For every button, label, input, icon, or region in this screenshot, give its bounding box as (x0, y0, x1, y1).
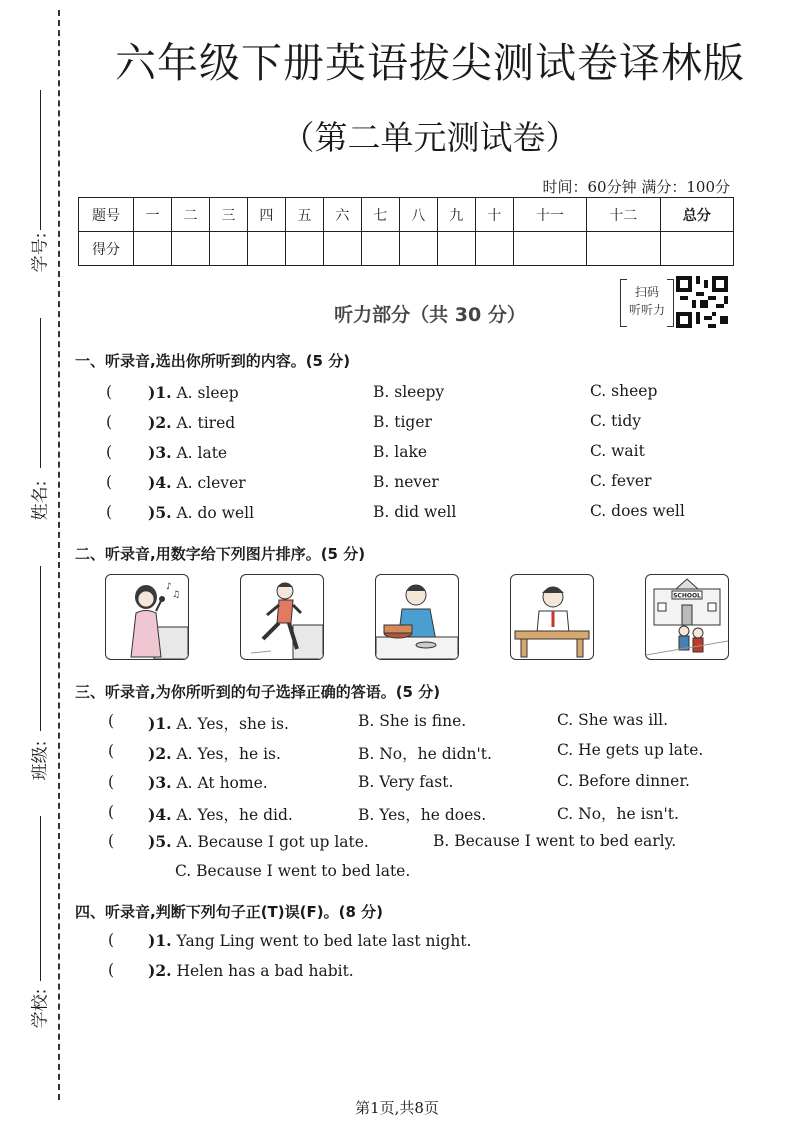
answer-paren[interactable]: ( (108, 773, 115, 791)
row-label-question: 题号 (79, 198, 134, 232)
student-number-label: 学号: (30, 232, 51, 273)
option-c: C. sheep (590, 382, 658, 400)
question-number: )1. (148, 383, 172, 402)
school-line[interactable] (40, 816, 41, 981)
score-cell[interactable] (171, 232, 209, 266)
section-3-heading: 三、听录音,为你所听到的句子选择正确的答语。(5 分) (75, 683, 441, 701)
option-c: C. does well (590, 502, 685, 520)
score-cell[interactable] (209, 232, 247, 266)
section-2-heading: 二、听录音,用数字给下列图片排序。(5 分) (75, 545, 366, 563)
option-c: C. tidy (590, 412, 642, 430)
answer-paren[interactable]: ( (108, 742, 115, 760)
page-footer: 第1页,共8页 (355, 1099, 439, 1117)
option-b: B. Yes，he does. (358, 806, 487, 824)
answer-paren[interactable]: ( (106, 413, 113, 431)
statement-text: Helen has a bad habit. (176, 962, 354, 980)
question-number: )5. (148, 832, 172, 851)
school-scene-icon (646, 575, 728, 659)
option-a: A. tired (176, 414, 236, 432)
row-label-score: 得分 (79, 232, 134, 266)
boy-sleeping-at-desk-picture (510, 574, 594, 660)
page-subtitle: （第二单元测试卷） (281, 118, 579, 157)
boy-sleeping-icon (511, 575, 593, 659)
col-header: 七 (361, 198, 399, 232)
qr-code-icon[interactable] (676, 276, 728, 328)
question-number: )1. (148, 714, 172, 733)
score-table-header-row (79, 198, 734, 232)
col-header-total: 总分 (660, 198, 734, 232)
score-cell[interactable] (361, 232, 399, 266)
option-a: A. late (176, 444, 228, 462)
singing-girl-icon (106, 575, 188, 659)
question-number: )4. (148, 805, 172, 824)
question-row (148, 742, 281, 764)
name-label: 姓名: (30, 480, 51, 521)
col-header: 六 (323, 198, 361, 232)
answer-paren[interactable]: ( (106, 443, 113, 461)
score-cell[interactable] (587, 232, 660, 266)
option-c: C. fever (590, 472, 652, 490)
listening-section-title: 听力部分（共 30 分） (334, 304, 526, 326)
option-b: B. never (373, 473, 439, 491)
answer-paren[interactable]: ( (108, 712, 115, 730)
page-title: 六年级下册英语拔尖测试卷译林版 (115, 39, 745, 87)
option-a: A. do well (176, 504, 255, 522)
answer-paren[interactable]: ( (108, 803, 115, 821)
question-row (148, 443, 227, 462)
running-boy-picture (240, 574, 324, 660)
score-table (78, 197, 734, 266)
section-1-heading: 一、听录音,选出你所听到的内容。(5 分) (75, 352, 351, 370)
question-number: )1. (148, 931, 172, 950)
question-row (148, 473, 246, 492)
col-header: 八 (399, 198, 437, 232)
option-c: C. Because I went to bed late. (175, 862, 411, 880)
name-line[interactable] (40, 318, 41, 468)
col-header: 十 (475, 198, 513, 232)
col-header: 一 (134, 198, 172, 232)
singing-girl-picture (105, 574, 189, 660)
option-a: A. Yes，he did. (176, 806, 293, 824)
section-4-heading: 四、听录音,判断下列句子正(T)误(F)。(8 分) (75, 903, 383, 921)
score-cell[interactable] (247, 232, 285, 266)
option-a: A. At home. (176, 774, 268, 792)
option-b: B. Very fast. (358, 773, 454, 791)
binding-dashed-line (58, 10, 60, 1100)
name-field (18, 318, 52, 528)
class-label: 班级: (30, 740, 51, 781)
student-number-line[interactable] (40, 90, 41, 230)
scan-label: 扫码 听听力 (622, 277, 672, 327)
school-label: 学校: (30, 988, 51, 1029)
score-table-score-row (79, 232, 734, 266)
option-a: A. Yes，she is. (176, 715, 289, 733)
col-header: 二 (171, 198, 209, 232)
statement-row (148, 931, 471, 950)
answer-paren[interactable]: ( (108, 931, 115, 949)
score-cell[interactable] (323, 232, 361, 266)
question-number: )4. (148, 473, 172, 492)
question-row (148, 832, 369, 851)
score-cell[interactable] (285, 232, 323, 266)
option-a: A. Because I got up late. (176, 833, 369, 851)
question-number: )2. (148, 961, 172, 980)
answer-paren[interactable]: ( (108, 832, 115, 850)
col-header: 三 (209, 198, 247, 232)
question-number: )2. (148, 744, 172, 763)
question-row (148, 413, 235, 432)
score-cell[interactable] (399, 232, 437, 266)
col-header: 九 (437, 198, 475, 232)
question-row (148, 712, 289, 734)
score-cell[interactable] (134, 232, 172, 266)
col-header: 五 (285, 198, 323, 232)
answer-paren[interactable]: ( (106, 383, 113, 401)
option-a: A. Yes，he is. (176, 745, 281, 763)
question-row (148, 383, 239, 402)
option-b: B. lake (373, 443, 428, 461)
score-cell-total[interactable] (660, 232, 734, 266)
answer-paren[interactable]: ( (106, 503, 113, 521)
option-b: B. Because I went to bed early. (433, 832, 677, 850)
question-number: )5. (148, 503, 172, 522)
question-row (148, 503, 254, 522)
score-cell[interactable] (437, 232, 475, 266)
question-number: )3. (148, 443, 172, 462)
col-header: 十二 (587, 198, 660, 232)
option-b: B. No，he didn't. (358, 745, 492, 763)
col-header: 四 (247, 198, 285, 232)
boy-eating-cake-picture (375, 574, 459, 660)
svg-text:♪: ♪ (166, 582, 172, 592)
option-b: B. did well (373, 503, 457, 521)
answer-paren[interactable]: ( (106, 473, 113, 491)
option-b: B. She is fine. (358, 712, 467, 730)
option-c: C. He gets up late. (557, 741, 704, 759)
option-a: A. clever (176, 474, 246, 492)
option-b: B. tiger (373, 413, 432, 431)
option-b: B. sleepy (373, 383, 445, 401)
option-a: A. sleep (176, 384, 239, 402)
time-score-info: 时间：60分钟 满分：100分 (542, 178, 730, 196)
statement-text: Yang Ling went to bed late last night. (176, 932, 472, 950)
school-field (18, 816, 52, 1036)
question-row (148, 773, 268, 792)
option-c: C. She was ill. (557, 711, 669, 729)
question-number: )2. (148, 413, 172, 432)
question-number: )3. (148, 773, 172, 792)
student-number-field (18, 90, 52, 290)
boy-eating-cake-icon (376, 575, 458, 659)
school-sign-text: SCHOOL (673, 592, 701, 600)
class-line[interactable] (40, 566, 41, 731)
option-c: C. Before dinner. (557, 772, 690, 790)
svg-text:♫: ♫ (172, 590, 181, 600)
option-c: C. No，he isn't. (557, 805, 679, 823)
class-field (18, 566, 52, 786)
answer-paren[interactable]: ( (108, 961, 115, 979)
children-going-to-school-picture (645, 574, 729, 660)
col-header: 十一 (513, 198, 586, 232)
statement-row (148, 961, 354, 980)
score-cell[interactable] (475, 232, 513, 266)
score-cell[interactable] (513, 232, 586, 266)
option-c: C. wait (590, 442, 645, 460)
running-boy-icon (241, 575, 323, 659)
question-row (148, 803, 293, 825)
